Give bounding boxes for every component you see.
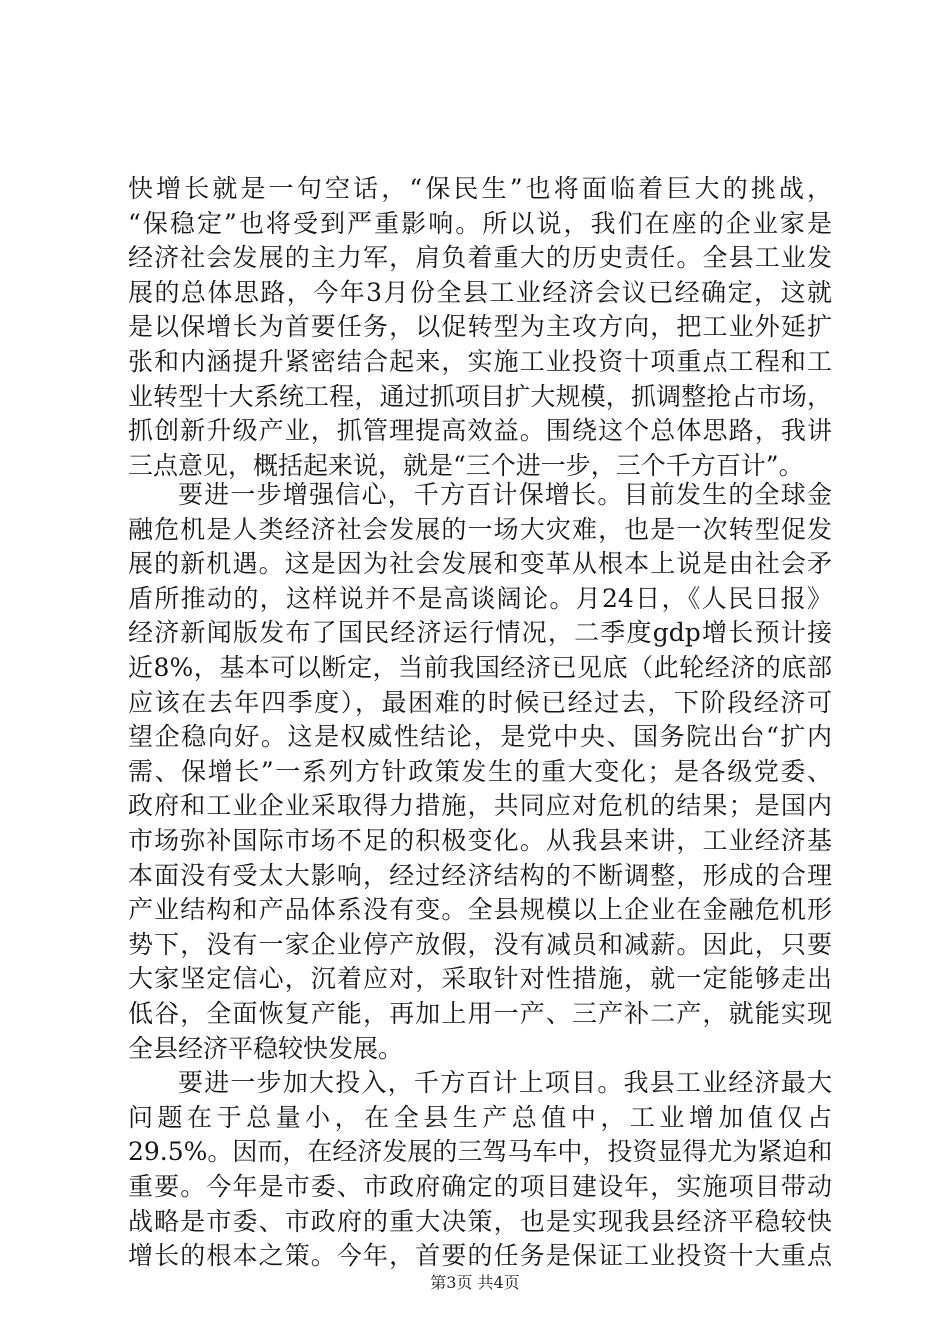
paragraph-2-line-14: 势下，没有一家企业停产放假，没有减员和减薪。因此，只要 bbox=[128, 930, 832, 959]
paragraph-3-line-2: 问题在于总量小，在全县生产总值中，工业增加值仅占 bbox=[128, 1103, 832, 1132]
paragraph-3-line-3: 29.5%。因而，在经济发展的三驾马车中，投资显得尤为紧迫和 bbox=[128, 1137, 832, 1166]
paragraph-3-line-5: 战略是市委、市政府的重大决策，也是实现我县经济平稳较快 bbox=[128, 1207, 832, 1236]
paragraph-2-line-13: 产业结构和产品体系没有变。全县规模以上企业在金融危机形 bbox=[128, 895, 832, 924]
paragraph-2-line-7: 应该在去年四季度），最困难的时候已经过去，下阶段经济可 bbox=[128, 688, 832, 717]
paragraph-2-line-17: 全县经济平稳较快发展。 bbox=[128, 1034, 404, 1063]
paragraph-1-line-2: “保稳定”也将受到严重影响。所以说，我们在座的企业家是 bbox=[128, 209, 832, 238]
paragraph-1-line-5: 是以保增长为首要任务，以促转型为主攻方向，把工业外延扩 bbox=[128, 312, 832, 341]
paragraph-2-line-12: 本面没有受太大影响，经过经济结构的不断调整，形成的合理 bbox=[128, 861, 832, 890]
paragraph-1-line-3: 经济社会发展的主力军，肩负着重大的历史责任。全县工业发 bbox=[128, 243, 832, 272]
paragraph-1-line-7: 业转型十大系统工程，通过抓项目扩大规模，抓调整抢占市场， bbox=[128, 382, 832, 411]
paragraph-1-line-1: 快增长就是一句空话，“保民生”也将面临着巨大的挑战， bbox=[128, 174, 832, 203]
paragraph-2-line-2: 融危机是人类经济社会发展的一场大灾难，也是一次转型促发 bbox=[128, 515, 832, 544]
paragraph-2-line-5: 经济新闻版发布了国民经济运行情况，二季度gdp增长预计接 bbox=[128, 618, 832, 647]
paragraph-2-line-1: 要进一步增强信心，千方百计保增长。目前发生的全球金 bbox=[178, 480, 832, 509]
paragraph-2-line-11: 市场弥补国际市场不足的积极变化。从我县来讲，工业经济基 bbox=[128, 826, 832, 855]
paragraph-2-line-8: 望企稳向好。这是权威性结论，是党中央、国务院出台“扩内 bbox=[128, 722, 832, 751]
paragraph-2-line-15: 大家坚定信心，沉着应对，采取针对性措施，就一定能够走出 bbox=[128, 964, 832, 993]
paragraph-3-line-6: 增长的根本之策。今年，首要的任务是保证工业投资十大重点 bbox=[128, 1241, 832, 1270]
paragraph-2-line-16: 低谷，全面恢复产能，再加上用一产、三产补二产，就能实现 bbox=[128, 999, 832, 1028]
page-footer: 第3页 共4页 bbox=[430, 1273, 520, 1292]
paragraph-2-line-6: 近8%，基本可以断定，当前我国经济已见底（此轮经济的底部 bbox=[128, 653, 832, 682]
paragraph-1-line-6: 张和内涵提升紧密结合起来，实施工业投资十项重点工程和工 bbox=[128, 347, 832, 376]
paragraph-1-line-8: 抓创新升级产业，抓管理提高效益。围绕这个总体思路，我讲 bbox=[128, 416, 832, 445]
paragraph-2-line-3: 展的新机遇。这是因为社会发展和变革从根本上说是由社会矛 bbox=[128, 549, 832, 578]
paragraph-2-line-4: 盾所推动的，这样说并不是高谈阔论。月24日，《人民日报》 bbox=[128, 584, 832, 613]
paragraph-3-line-1: 要进一步加大投入，千方百计上项目。我县工业经济最大 bbox=[178, 1068, 832, 1097]
paragraph-1-line-9: 三点意见，概括起来说，就是“三个进一步，三个千方百计”。 bbox=[128, 451, 804, 480]
paragraph-2-line-9: 需、保增长”一系列方针政策发生的重大变化；是各级党委、 bbox=[128, 757, 832, 786]
paragraph-1-line-4: 展的总体思路，今年3月份全县工业经济会议已经确定，这就 bbox=[128, 278, 832, 307]
paragraph-3-line-4: 重要。今年是市委、市政府确定的项目建设年，实施项目带动 bbox=[128, 1172, 832, 1201]
paragraph-2-line-10: 政府和工业企业采取得力措施，共同应对危机的结果；是国内 bbox=[128, 791, 832, 820]
